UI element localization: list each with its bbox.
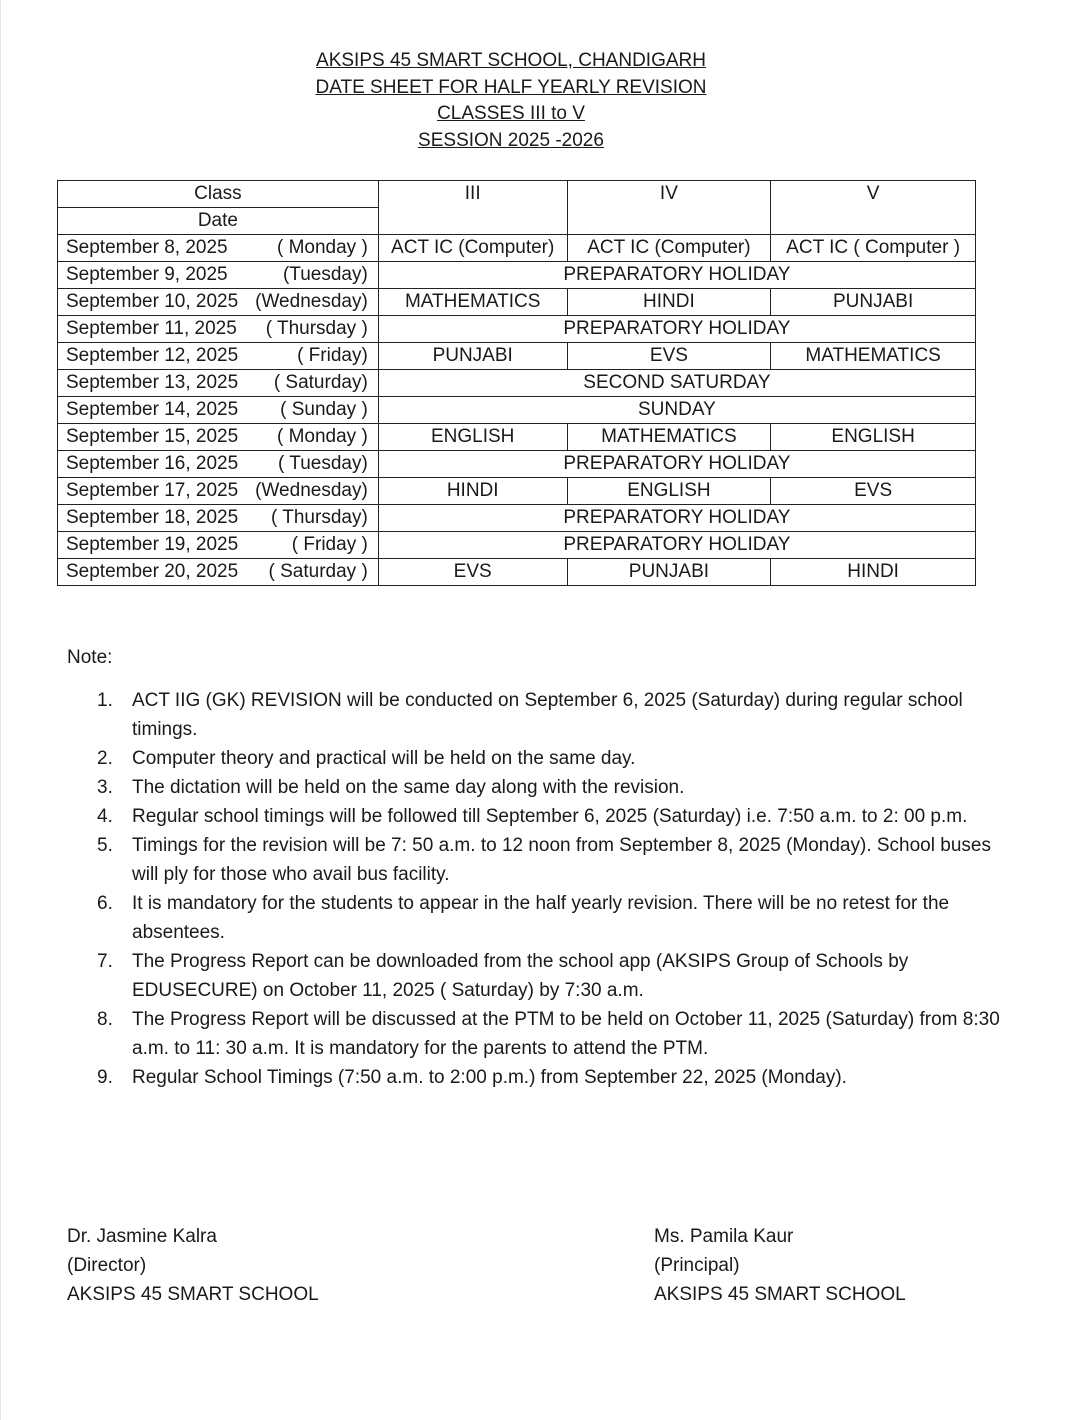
table-row [58, 451, 976, 478]
note-number: 9. [97, 1067, 113, 1088]
date-text: September 13, 2025 [66, 372, 239, 393]
principal-signature-block [654, 1222, 906, 1309]
subject-cell-iii: EVS [378, 559, 567, 586]
note-number: 7. [97, 951, 113, 972]
note-number: 1. [97, 690, 113, 711]
span-cell: PREPARATORY HOLIDAY [378, 451, 975, 478]
day-text: ( Monday ) [276, 426, 368, 447]
date-text: September 9, 2025 [66, 264, 228, 285]
subject-cell-iii: MATHEMATICS [378, 289, 567, 316]
note-item [97, 686, 1022, 744]
day-text: ( Thursday) [271, 507, 368, 528]
date-text: September 16, 2025 [66, 453, 239, 474]
document-header [1, 48, 1021, 154]
span-cell: PREPARATORY HOLIDAY [378, 532, 975, 559]
note-item [97, 889, 1022, 947]
table-row [58, 289, 976, 316]
day-text: (Wednesday) [255, 291, 368, 312]
date-cell [58, 235, 379, 262]
table-row [58, 532, 976, 559]
note-text: Regular school timings will be followed till September 6, 2025 (Saturday) i.e. 7:50 a.m. to 2: 00 p.m. [132, 806, 968, 827]
day-text: ( Friday ) [291, 534, 368, 555]
table-row [58, 424, 976, 451]
date-text: September 15, 2025 [66, 426, 239, 447]
director-title: (Director) [67, 1255, 147, 1276]
subject-cell-iii: ENGLISH [378, 424, 567, 451]
note-label: Note: [67, 647, 113, 668]
date-text: September 20, 2025 [66, 561, 239, 582]
subject-cell-iv: HINDI [567, 289, 771, 316]
note-item [97, 1063, 1022, 1092]
span-cell: PREPARATORY HOLIDAY [378, 262, 975, 289]
date-text: September 17, 2025 [66, 480, 239, 501]
span-cell: PREPARATORY HOLIDAY [378, 316, 975, 343]
date-text: September 12, 2025 [66, 345, 239, 366]
date-text: September 19, 2025 [66, 534, 239, 555]
span-cell: SUNDAY [378, 397, 975, 424]
principal-title: (Principal) [654, 1255, 740, 1276]
note-text: Regular School Timings (7:50 a.m. to 2:00 p.m.) from September 22, 2025 (Monday). [132, 1067, 847, 1088]
date-cell [58, 451, 379, 478]
day-text: ( Friday) [297, 345, 368, 366]
note-item [97, 831, 1022, 889]
day-text: ( Saturday ) [268, 561, 368, 582]
note-text: It is mandatory for the students to appear in the half yearly revision. There will be no retest for the absentees. [132, 893, 950, 943]
subject-cell-iv: ACT IC (Computer) [567, 235, 771, 262]
day-text: ( Sunday ) [280, 399, 368, 420]
subject-cell-iv: MATHEMATICS [567, 424, 771, 451]
note-number: 5. [97, 835, 113, 856]
date-cell [58, 289, 379, 316]
note-item [97, 1005, 1022, 1063]
subject-cell-iv: PUNJABI [567, 559, 771, 586]
subject-cell-iii: ACT IC (Computer) [378, 235, 567, 262]
subject-cell-v: HINDI [771, 559, 976, 586]
date-cell [58, 370, 379, 397]
note-text: Timings for the revision will be 7: 50 a.m. to 12 noon from September 8, 2025 (Monday). School buses will ply for those who avail bus facility. [132, 835, 991, 885]
day-text: ( Tuesday) [278, 453, 368, 474]
span-cell: PREPARATORY HOLIDAY [378, 505, 975, 532]
day-text: (Tuesday) [282, 264, 368, 285]
note-text: The Progress Report can be downloaded from the school app (AKSIPS Group of Schools by EDUSECURE) on October 11, 2025 ( Saturday) by 7:30 a.m. [132, 951, 909, 1001]
day-text: (Wednesday) [255, 480, 368, 501]
date-cell [58, 478, 379, 505]
subject-cell-iv: EVS [567, 343, 771, 370]
note-text: Computer theory and practical will be held on the same day. [132, 748, 636, 769]
table-row [58, 505, 976, 532]
note-item [97, 947, 1022, 1005]
subject-cell-iv: ENGLISH [567, 478, 771, 505]
date-sheet-table [57, 180, 976, 586]
table-row [58, 235, 976, 262]
principal-name: Ms. Pamila Kaur [654, 1226, 794, 1247]
date-header-cell: Date [58, 208, 379, 235]
date-text: September 11, 2025 [66, 318, 237, 339]
note-text: ACT IIG (GK) REVISION will be conducted on September 6, 2025 (Saturday) during regular school timings. [132, 690, 963, 740]
table-row [58, 370, 976, 397]
subject-cell-v: ENGLISH [771, 424, 976, 451]
session-line: SESSION 2025 -2026 [418, 129, 604, 151]
note-item [97, 802, 1022, 831]
subject-cell-iii: PUNJABI [378, 343, 567, 370]
subject-cell-iii: HINDI [378, 478, 567, 505]
note-number: 2. [97, 748, 113, 769]
day-text: ( Saturday) [273, 372, 368, 393]
date-text: September 18, 2025 [66, 507, 239, 528]
note-item [97, 744, 1022, 773]
class-v-header: V [771, 181, 976, 235]
table-row [58, 397, 976, 424]
table-row [58, 316, 976, 343]
table-row [58, 478, 976, 505]
table-row [58, 559, 976, 586]
day-text: ( Thursday ) [265, 318, 368, 339]
table-header-row [58, 181, 976, 208]
subject-cell-v: PUNJABI [771, 289, 976, 316]
note-text: The dictation will be held on the same day along with the revision. [132, 777, 685, 798]
principal-org: AKSIPS 45 SMART SCHOOL [654, 1284, 906, 1305]
date-cell [58, 505, 379, 532]
date-text: September 10, 2025 [66, 291, 239, 312]
director-org: AKSIPS 45 SMART SCHOOL [67, 1284, 319, 1305]
note-text: The Progress Report will be discussed at the PTM to be held on October 11, 2025 (Saturday) from 8:30 a.m. to 11: 30 a.m. It is mandatory for the parents to attend the PTM. [132, 1009, 1000, 1059]
note-number: 4. [97, 806, 113, 827]
note-number: 6. [97, 893, 113, 914]
class-iv-header: IV [567, 181, 771, 235]
school-name: AKSIPS 45 SMART SCHOOL, CHANDIGARH [316, 50, 706, 71]
sheet-title: DATE SHEET FOR HALF YEARLY REVISION [315, 76, 707, 98]
director-name: Dr. Jasmine Kalra [67, 1226, 217, 1247]
notes-list [97, 686, 1022, 1092]
class-header-cell: Class [58, 181, 379, 208]
date-text: September 8, 2025 [66, 237, 228, 258]
date-cell [58, 316, 379, 343]
note-item [97, 773, 1022, 802]
note-number: 3. [97, 777, 113, 798]
director-signature-block [67, 1222, 319, 1309]
note-number: 8. [97, 1009, 113, 1030]
day-text: ( Monday ) [276, 237, 368, 258]
date-cell [58, 559, 379, 586]
table-row [58, 262, 976, 289]
date-cell [58, 424, 379, 451]
subject-cell-v: ACT IC ( Computer ) [771, 235, 976, 262]
date-cell [58, 343, 379, 370]
classes-line: CLASSES III to V [437, 103, 585, 124]
date-cell [58, 532, 379, 559]
subject-cell-v: MATHEMATICS [771, 343, 976, 370]
class-iii-header: III [378, 181, 567, 235]
date-cell [58, 397, 379, 424]
span-cell: SECOND SATURDAY [378, 370, 975, 397]
date-text: September 14, 2025 [66, 399, 239, 420]
table-row [58, 343, 976, 370]
subject-cell-v: EVS [771, 478, 976, 505]
date-cell [58, 262, 379, 289]
